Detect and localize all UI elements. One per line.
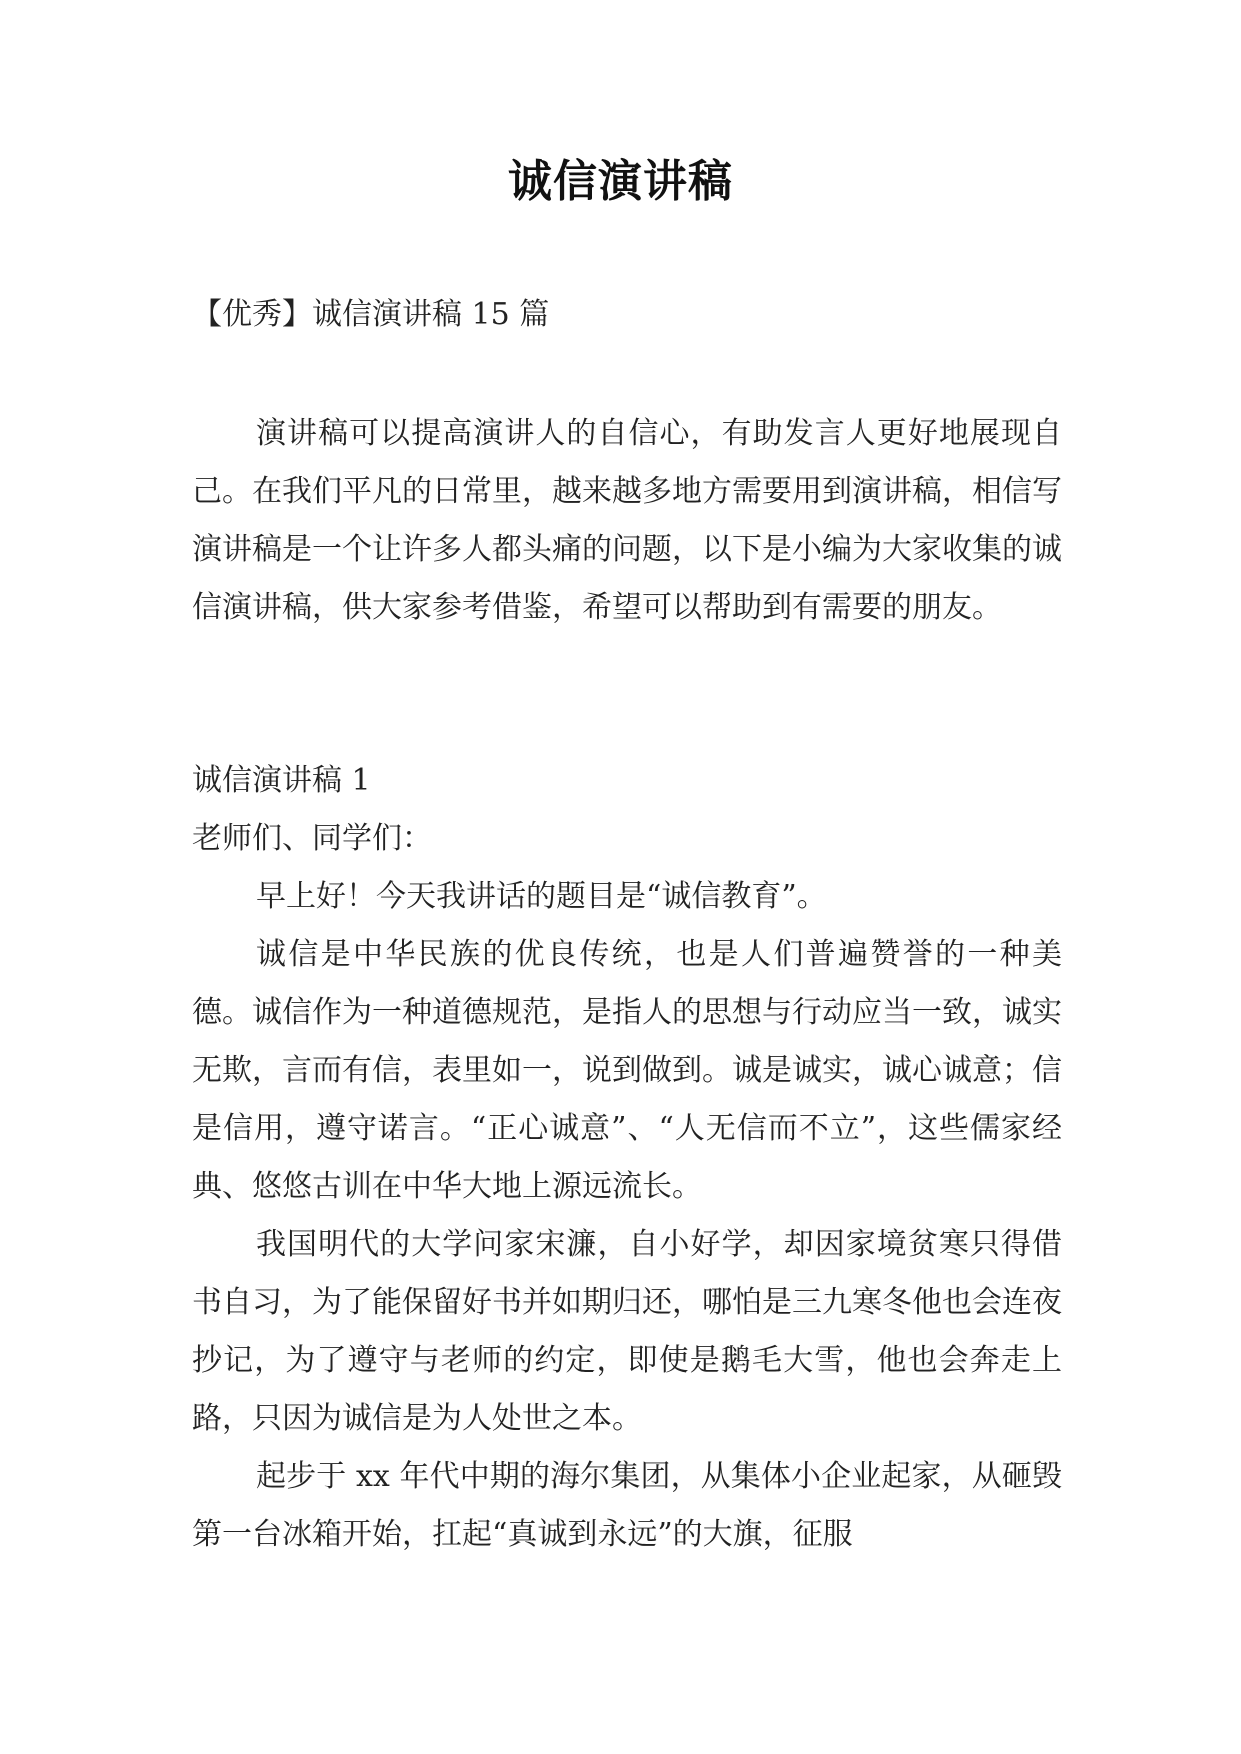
body-paragraph: 诚信是中华民族的优良传统，也是人们普遍赞誉的一种美德。诚信作为一种道德规范，是指人的思想与行动应当一致，诚实无欺，言而有信，表里如一，说到做到。诚是诚实，诚心诚意；信是信用，遵守诺言。“正心诚意”、“人无信而不立”，这些儒家经典、悠悠古训在中华大地上源远流长。 — [192, 937, 1062, 1204]
document-subtitle: 【优秀】诚信演讲稿 15 篇 — [192, 297, 550, 332]
section-heading: 诚信演讲稿 1 — [192, 763, 371, 798]
document-title: 诚信演讲稿 — [508, 156, 733, 207]
salutation: 老师们、同学们： — [192, 821, 432, 856]
speech-content — [192, 752, 1062, 1564]
body-paragraph: 我国明代的大学问家宋濂，自小好学，却因家境贫寒只得借书自习，为了能保留好书并如期归还，哪怕是三九寒冬他也会连夜抄记，为了遵守与老师的约定，即使是鹅毛大雪，他也会奔走上路，只因为诚信是为人处世之本。 — [192, 1227, 1062, 1436]
intro-paragraph: 演讲稿可以提高演讲人的自信心，有助发言人更好地展现自己。在我们平凡的日常里，越来越多地方需要用到演讲稿，相信写演讲稿是一个让许多人都头痛的问题，以下是小编为大家收集的诚信演讲稿，供大家参考借鉴，希望可以帮助到有需要的朋友。 — [192, 416, 1062, 625]
body-paragraph: 早上好！今天我讲话的题目是“诚信教育”。 — [256, 879, 827, 914]
body-paragraph: 起步于 xx 年代中期的海尔集团，从集体小企业起家，从砸毁第一台冰箱开始，扛起“真诚到永远”的大旗，征服 — [192, 1459, 1062, 1552]
